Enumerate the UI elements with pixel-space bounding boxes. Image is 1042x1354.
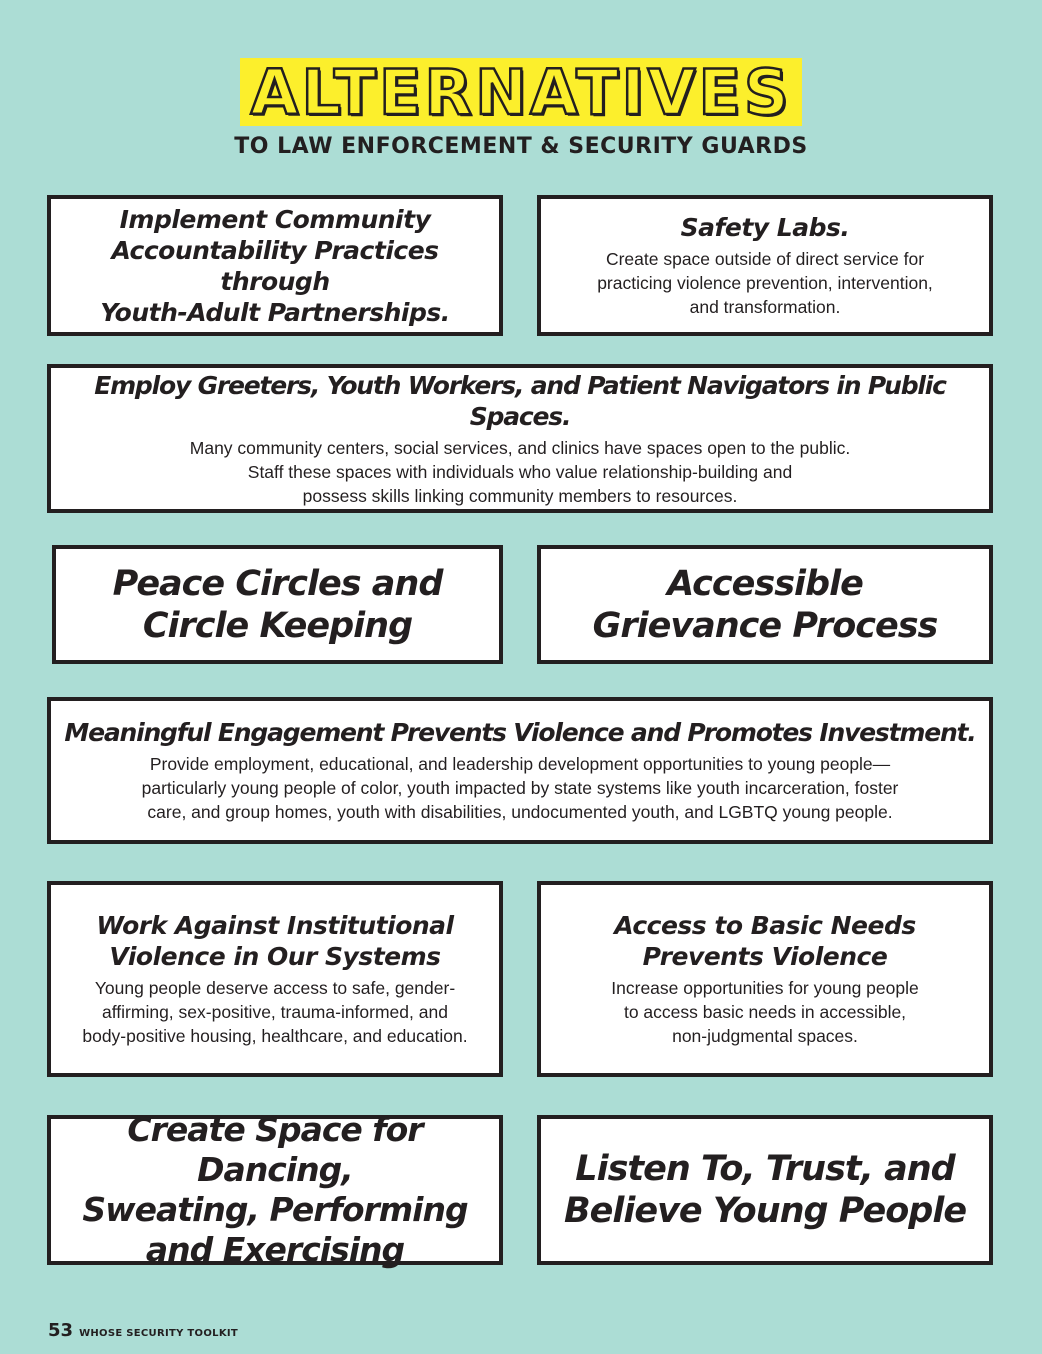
- page-header: [0, 58, 1042, 159]
- box-body: Create space outside of direct service for practicing violence prevention, intervention, and transformation.: [597, 249, 933, 317]
- page-number: 53: [48, 1320, 74, 1341]
- page-subtitle: TO LAW ENFORCEMENT & SECURITY GUARDS: [234, 134, 808, 159]
- box-title: Peace Circles and Circle Keeping: [112, 563, 443, 646]
- box-title: Accessible Grievance Process: [592, 563, 938, 646]
- box-peace-circles: [52, 545, 503, 664]
- box-basic-needs: [537, 881, 993, 1077]
- title-highlight: [240, 56, 801, 129]
- box-dancing-sweating: [47, 1110, 503, 1269]
- footer-label: WHOSE SECURITY TOOLKIT: [79, 1328, 239, 1339]
- box-title: Safety Labs.: [680, 213, 850, 242]
- box-title: Employ Greeters, Youth Workers, and Patient Navigators in Public Spaces.: [94, 370, 946, 431]
- box-body: Young people deserve access to safe, gender- affirming, sex-positive, trauma-informed, and body-positive housing, healthcare, and education.: [82, 978, 468, 1046]
- box-title: Create Space for Dancing, Sweating, Performing and Exercising: [82, 1110, 468, 1269]
- box-employ-greeters: [47, 364, 993, 513]
- page-footer: [48, 1320, 238, 1341]
- box-title: Implement Community Accountability Practices through Youth-Adult Partnerships.: [100, 204, 450, 327]
- box-title: Listen To, Trust, and Believe Young People: [563, 1149, 967, 1231]
- box-title: Meaningful Engagement Prevents Violence and Promotes Investment.: [64, 718, 976, 747]
- box-body: Provide employment, educational, and leadership development opportunities to young people— particularly young people of color, youth impacted by state systems like youth incarceration, foster care, and group homes, youth with disabilities, undocumented youth, and LGBTQ young people.: [141, 754, 899, 822]
- box-community-accountability: [47, 195, 503, 336]
- box-grievance-process: [537, 545, 993, 664]
- box-meaningful-engagement: [47, 697, 993, 844]
- box-safety-labs: [537, 195, 993, 336]
- box-listen-trust: [537, 1115, 993, 1265]
- box-title: Access to Basic Needs Prevents Violence: [614, 911, 916, 971]
- box-institutional-violence: [47, 881, 503, 1077]
- box-body: Many community centers, social services, and clinics have spaces open to the public. Staff these spaces with individuals who value relationship-building and possess skills linking community members to resources.: [189, 437, 851, 506]
- box-body: Increase opportunities for young people to access basic needs in accessible, non-judgmental spaces.: [611, 978, 919, 1046]
- box-title: Work Against Institutional Violence in Our Systems: [96, 911, 454, 971]
- page-title: ALTERNATIVES: [250, 56, 792, 129]
